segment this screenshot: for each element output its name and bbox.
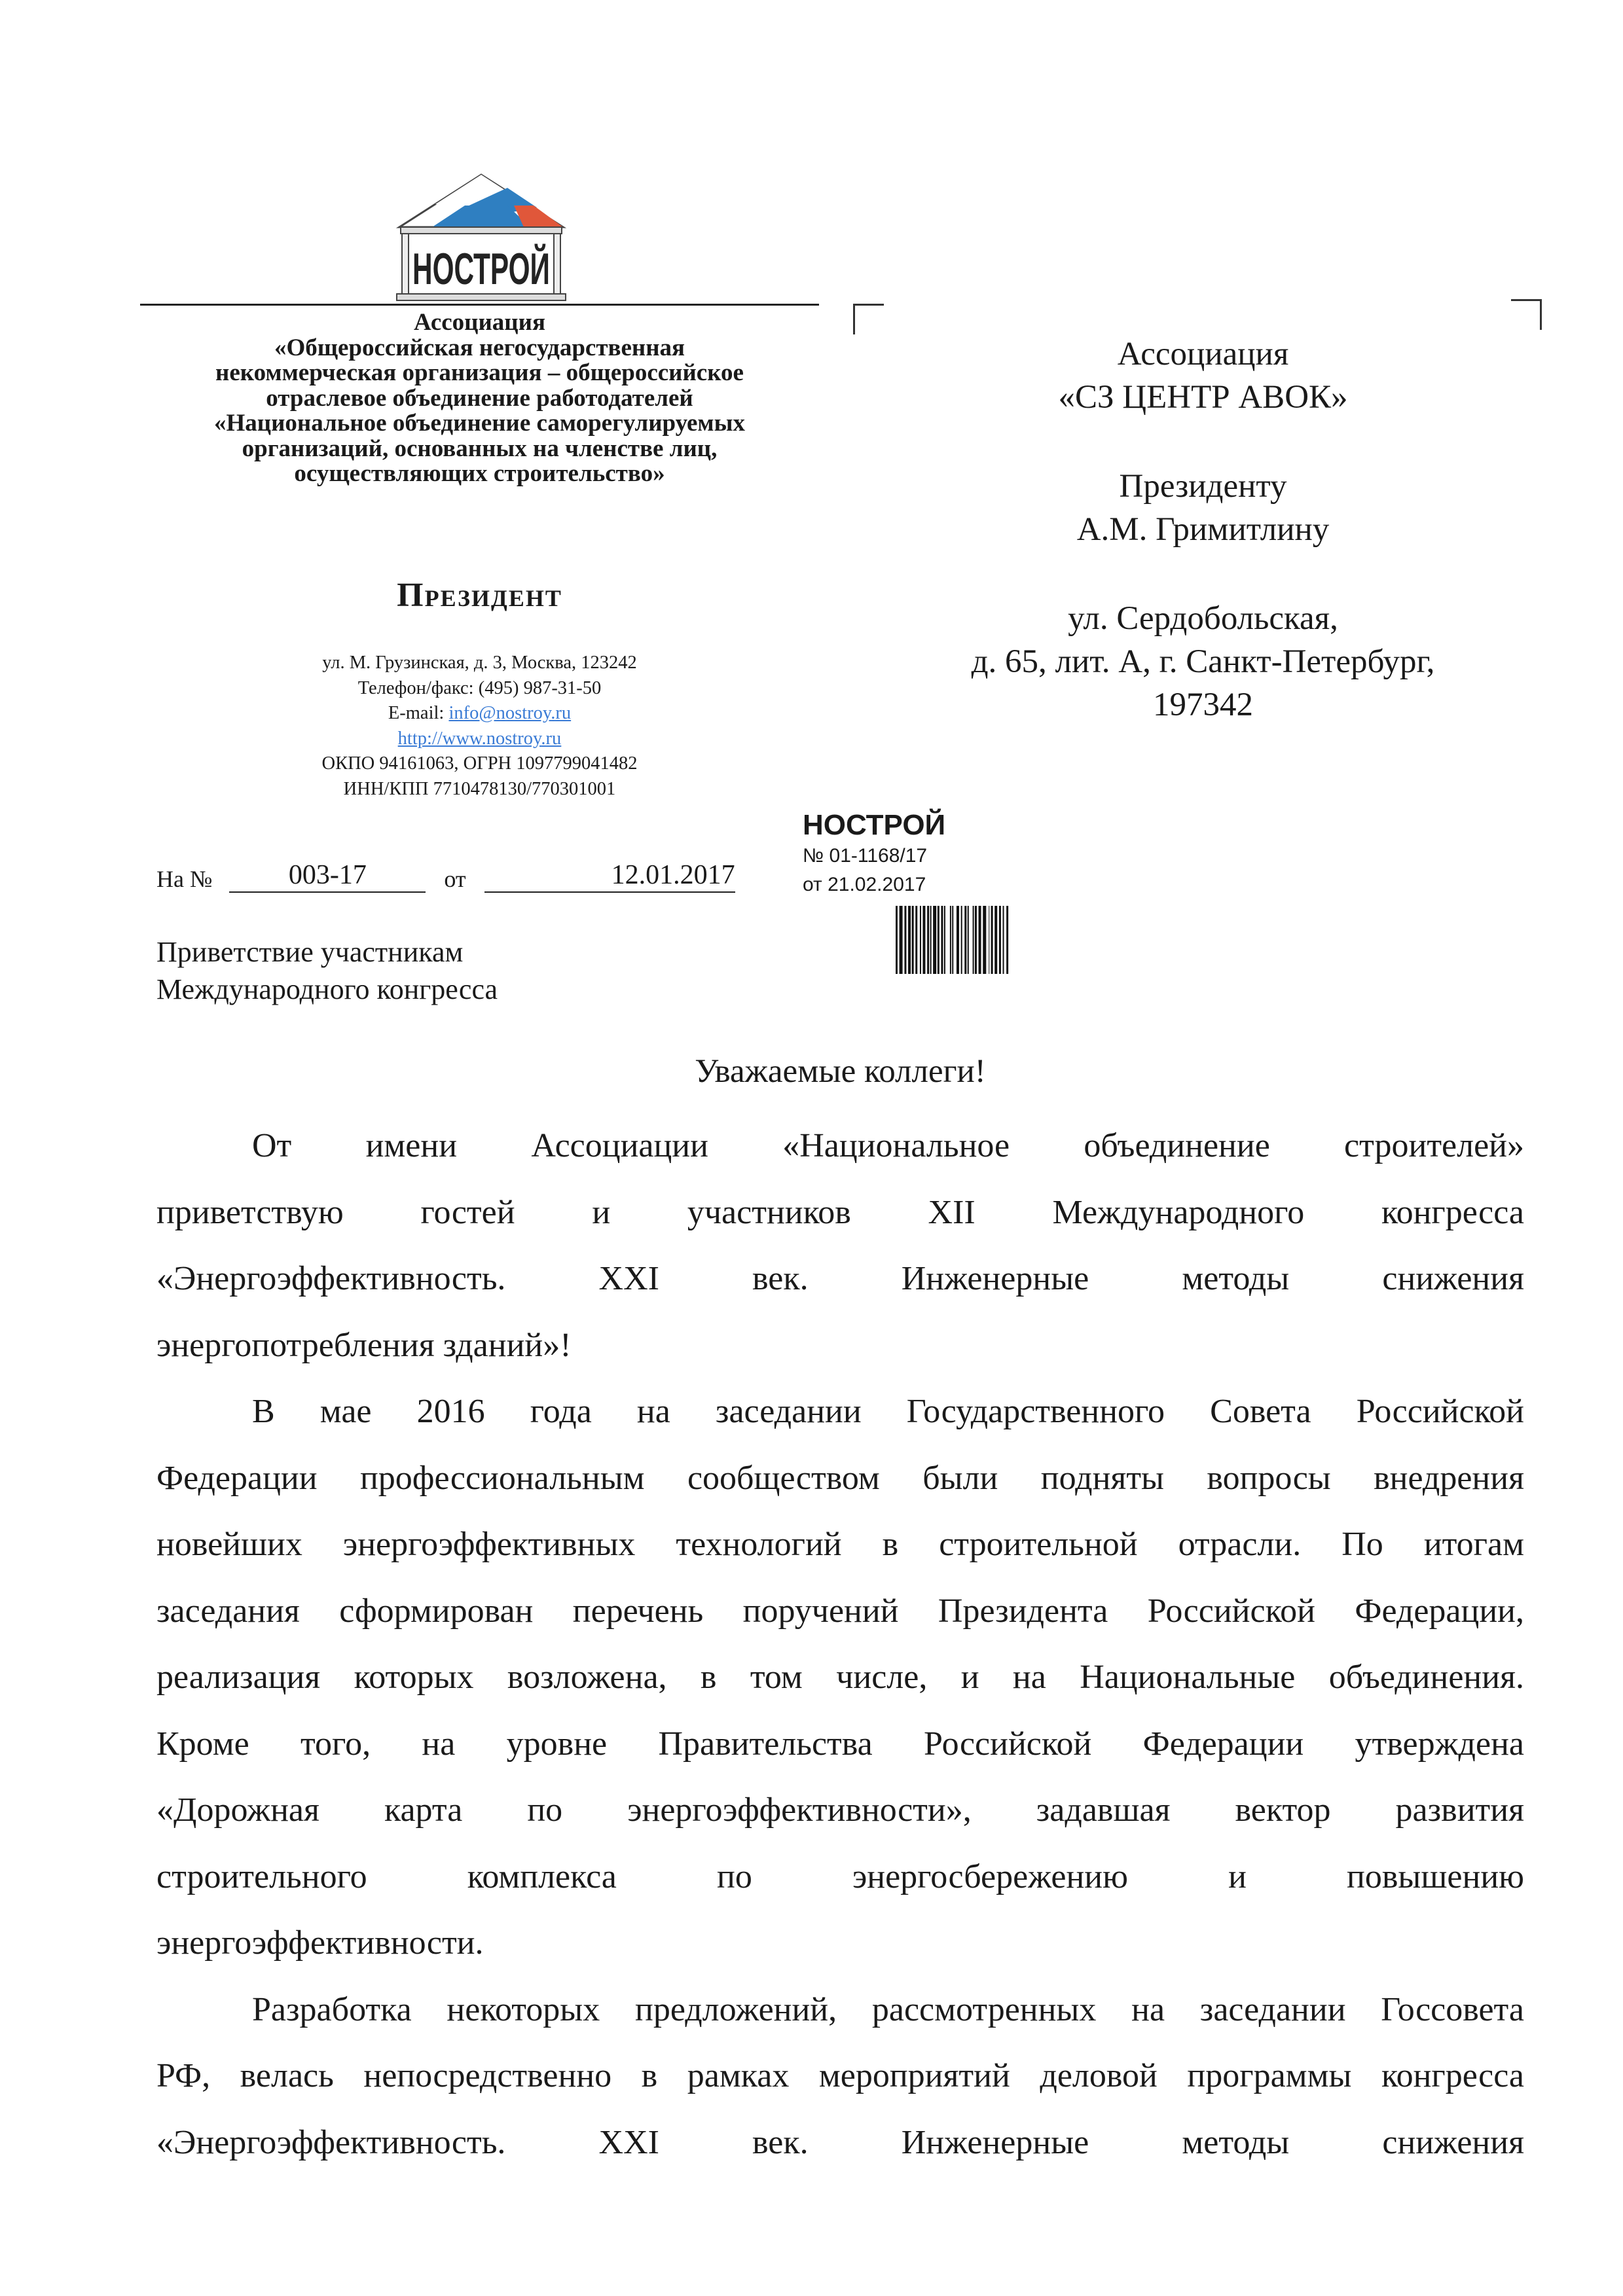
sender-email (140, 701, 819, 726)
address-corner-mark (1511, 299, 1542, 330)
barcode-bar (904, 906, 906, 974)
ref-no-label: На № (156, 866, 213, 892)
paragraph-line: новейших энергоэффективных технологий в строительной отрасли. По итогам (156, 1526, 1524, 1563)
barcode-bar (941, 906, 943, 974)
paragraph-line: заседания сформирован перечень поручений Президента Российской Федерации, (156, 1592, 1524, 1630)
barcode-bar (920, 906, 921, 974)
org-line: Ассоциация (414, 309, 545, 336)
barcode-bar (961, 906, 962, 974)
letter-subject (156, 933, 498, 1008)
barcode-bar (975, 906, 977, 974)
org-line: некоммерческая организация – общероссийское (215, 359, 744, 386)
barcode-bar (933, 906, 936, 974)
paragraph-line: «Энергоэффективность. XXI век. Инженерные методы снижения (156, 2123, 1524, 2161)
recipient-org: Ассоциация (1117, 336, 1289, 372)
stamp-number: № 01-1168/17 (803, 845, 928, 867)
sender-phone: Телефон/факс: (495) 987-31-50 (357, 677, 602, 698)
barcode-bar (938, 906, 939, 974)
nostroy-logo (393, 171, 634, 302)
recipient-name: А.М. Гримитлину (1076, 511, 1330, 548)
email-label: E-mail: (388, 703, 449, 723)
sender-title: Президент (397, 577, 562, 614)
barcode-bar (964, 906, 966, 974)
logo-text: НОСТРОЙ (412, 244, 634, 294)
paragraph-line: Федерации профессиональным сообществом были подняты вопросы внедрения (156, 1459, 1524, 1497)
stamp-date: от 21.02.2017 (803, 874, 926, 895)
barcode-bar (973, 906, 974, 974)
paragraph-line: «Энергоэффективность. XXI век. Инженерные методы снижения (156, 1260, 1524, 1297)
paragraph (156, 1977, 1524, 2176)
paragraph-line: энергопотребления зданий»! (156, 1326, 572, 1364)
recipient-address: д. 65, лит. А, г. Санкт-Петербург, (971, 643, 1435, 680)
paragraph-line: приветствую гостей и участников XII Международного конгресса (156, 1193, 1524, 1231)
barcode-bar (1003, 906, 1004, 974)
barcode-bar (999, 906, 1001, 974)
email-link[interactable]: info@nostroy.ru (448, 703, 572, 723)
ref-number: 003-17 (229, 859, 426, 893)
paragraph-line: Разработка некоторых предложений, рассмотренных на заседании Госсовета (252, 1990, 1524, 2028)
paragraph-line: РФ, велась непосредственно в рамках мероприятий деловой программы конгресса (156, 2057, 1524, 2094)
greeting: Уважаемые коллеги! (695, 1053, 986, 1090)
barcode-bar (950, 906, 951, 974)
paragraph (156, 1378, 1524, 1977)
paragraph-line: строительного комплекса по энергосбережению и повышению (156, 1857, 1524, 1895)
barcode-bar (1006, 906, 1008, 974)
sender-okpo: ОКПО 94161063, ОГРН 1097799041482 (321, 753, 638, 774)
barcode-bar (991, 906, 993, 974)
stamp-org: НОСТРОЙ (803, 809, 946, 841)
website-link[interactable]: http://www.nostroy.ru (397, 728, 562, 749)
barcode-bar (912, 906, 914, 974)
barcode (896, 906, 1108, 974)
reference-line (156, 859, 735, 893)
sender-inn: ИНН/КПП 7710478130/770301001 (343, 778, 616, 799)
ref-from-label: от (444, 866, 466, 892)
paragraph-line: В мае 2016 года на заседании Государственного Совета Российской (252, 1393, 1524, 1430)
recipient-org: «СЗ ЦЕНТР АВОК» (1058, 379, 1348, 416)
barcode-bar (944, 906, 945, 974)
org-line: «Общероссийская негосударственная (274, 334, 685, 361)
recipient-address: 197342 (1153, 687, 1253, 723)
paragraph-line: энергоэффективности. (156, 1924, 484, 1962)
recipient-address: ул. Сердобольская, (1068, 600, 1338, 637)
address-corner-mark (853, 304, 884, 334)
sender-contacts (140, 651, 819, 802)
paragraph (156, 1113, 1524, 1378)
barcode-bar (922, 906, 925, 974)
barcode-bar (900, 906, 903, 974)
paragraph-line: «Дорожная карта по энергоэффективности», задавшая вектор развития (156, 1791, 1524, 1829)
header-rule (140, 304, 819, 306)
org-line: отраслевое объединение работодателей (266, 384, 693, 412)
barcode-bar (983, 906, 986, 974)
ref-date: 12.01.2017 (484, 859, 735, 893)
sender-address: ул. М. Грузинская, д. 3, Москва, 123242 (322, 653, 637, 673)
org-line: «Национальное объединение саморегулируемых (213, 410, 746, 437)
recipient-position: Президенту (1119, 468, 1287, 505)
paragraph-line: От имени Ассоциации «Национальное объединение строителей» (252, 1127, 1524, 1164)
paragraph-line: реализация которых возложена, в том числе, и на Национальные объединения. (156, 1659, 1524, 1696)
recipient-block (871, 332, 1535, 726)
barcode-bar (957, 906, 959, 974)
barcode-bar (952, 906, 953, 974)
subject-line: Приветствие участникам (156, 936, 464, 968)
barcode-bar (930, 906, 932, 974)
registration-stamp (803, 809, 945, 899)
org-line: осуществляющих строительство» (294, 460, 665, 487)
barcode-bar (896, 906, 898, 974)
sender-org-name (140, 310, 819, 487)
paragraph-line: Кроме того, на уровне Правительства Российской Федерации утверждена (156, 1725, 1524, 1763)
barcode-bar (968, 906, 969, 974)
barcode-bar (915, 906, 917, 974)
org-line: организаций, основанных на членстве лиц, (242, 435, 718, 462)
barcode-bar (927, 906, 929, 974)
barcode-bar (908, 906, 911, 974)
subject-line: Международного конгресса (156, 973, 498, 1005)
letter-body (156, 1113, 1524, 2176)
barcode-bar (994, 906, 997, 974)
barcode-bar (979, 906, 981, 974)
